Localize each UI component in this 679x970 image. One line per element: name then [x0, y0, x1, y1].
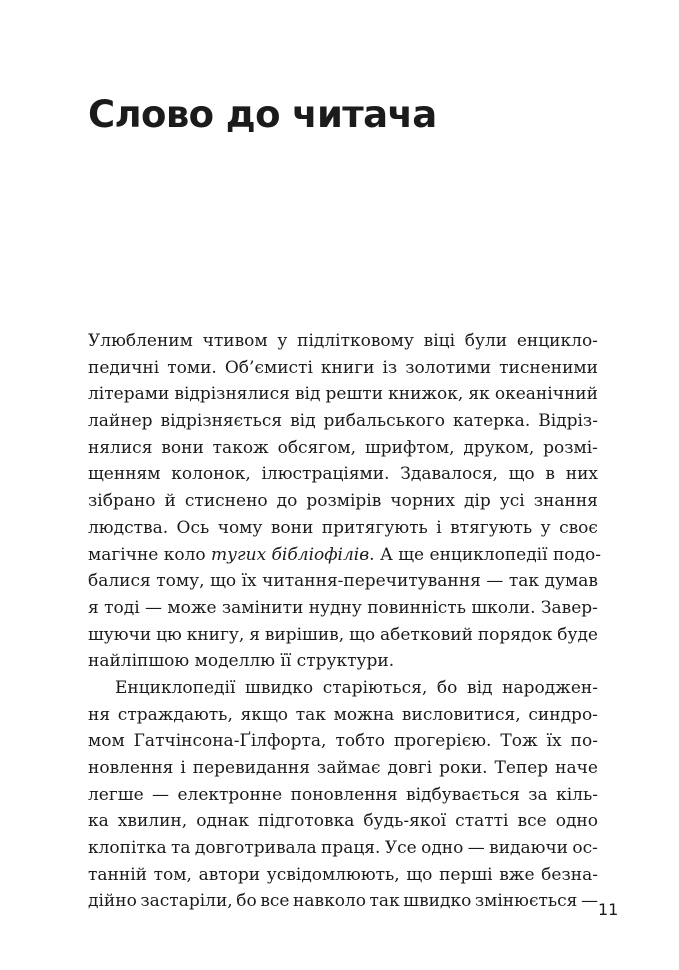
- word: повинність: [367, 597, 466, 618]
- text-line: [88, 328, 598, 355]
- word: книгу,: [186, 624, 245, 645]
- text-line: [88, 702, 598, 729]
- word: ілюстраціями.: [261, 464, 390, 485]
- word: за: [528, 784, 548, 805]
- word: дійно: [88, 891, 137, 912]
- word: лайнер: [88, 411, 153, 432]
- word: статті: [455, 811, 509, 832]
- word: школи.: [471, 597, 536, 618]
- word: чорних: [390, 491, 455, 512]
- word: були: [464, 331, 508, 351]
- word: порядок: [477, 624, 553, 645]
- word: шрифтом,: [364, 437, 455, 458]
- word: до: [276, 491, 298, 512]
- word: —: [152, 784, 170, 805]
- page-title: Слово до читача: [88, 93, 437, 136]
- word: я: [249, 624, 260, 645]
- text-line: [88, 542, 601, 569]
- word: притягують: [321, 517, 428, 538]
- word: електронне: [177, 784, 283, 805]
- word: чому: [217, 517, 263, 538]
- text-line: [88, 675, 598, 702]
- text-line: [88, 888, 598, 915]
- italic-phrase: тугих бібліофілів: [211, 544, 370, 565]
- word: я: [88, 597, 99, 618]
- word: підготовка: [258, 811, 355, 832]
- text-fragment: магічне коло: [88, 544, 212, 565]
- word: Об’ємисті: [224, 357, 313, 378]
- word: чтивом: [202, 331, 268, 351]
- word: застаріли,: [140, 891, 233, 912]
- word: Гатчінсона-Ґілфорта,: [133, 731, 327, 752]
- word: клопітка: [88, 838, 167, 859]
- body-text: [88, 328, 601, 915]
- word: також: [212, 437, 269, 458]
- word: —: [580, 891, 598, 912]
- word: нудну: [308, 597, 362, 618]
- word: Улюбленим: [88, 331, 193, 351]
- word: може: [167, 597, 217, 618]
- word: відрізнялися: [174, 384, 290, 405]
- word: буде: [557, 624, 598, 645]
- word: щенням: [88, 464, 161, 485]
- text-line: [88, 381, 598, 408]
- word: кіль-: [556, 784, 598, 805]
- word: ня: [88, 704, 111, 725]
- word: друком,: [463, 437, 535, 458]
- word: стиснено: [184, 491, 268, 512]
- word: видаючи: [489, 838, 569, 859]
- text-fragment: . А ще енциклопедії подо-: [369, 544, 601, 565]
- word: Тож: [500, 731, 538, 752]
- word: як: [468, 384, 490, 405]
- word: хвилин,: [117, 811, 188, 832]
- word: читання-перечитування: [262, 571, 481, 592]
- word: безна-: [541, 864, 598, 885]
- page-number: 11: [598, 900, 619, 919]
- word: —: [486, 571, 504, 592]
- text-line: [88, 782, 598, 809]
- word: вирішив,: [264, 624, 345, 645]
- word: їх: [546, 731, 562, 752]
- word: відбувається: [406, 784, 520, 805]
- word: Тепер: [494, 758, 549, 778]
- word: довгі: [387, 758, 433, 778]
- word: усвідомлюють,: [266, 864, 400, 885]
- text-line: [88, 435, 598, 462]
- word: роки.: [439, 758, 488, 778]
- word: навколо: [293, 891, 366, 912]
- word: страждають,: [117, 704, 233, 725]
- word: старіються,: [322, 677, 428, 698]
- word: автори: [198, 864, 261, 885]
- word: поновлення: [290, 784, 398, 805]
- word: думав: [544, 571, 598, 592]
- word: абетковий: [380, 624, 473, 645]
- text-line: найліпшою моделлю її структури.: [88, 651, 395, 672]
- word: довготривала: [194, 838, 317, 859]
- word: розмірів: [306, 491, 382, 512]
- text-line: [88, 461, 598, 488]
- word: висловитися,: [401, 704, 521, 725]
- word: в: [545, 464, 555, 485]
- word: від: [294, 384, 321, 405]
- word: них: [565, 464, 598, 485]
- word: швидко: [403, 891, 472, 912]
- word: наче: [555, 758, 598, 778]
- text-line: [88, 755, 598, 782]
- word: й: [164, 491, 176, 512]
- word: вже: [499, 864, 535, 885]
- word: що: [349, 624, 376, 645]
- word: бо: [436, 677, 458, 698]
- word: літерами: [88, 384, 170, 405]
- word: легше: [88, 784, 144, 805]
- word: у: [540, 517, 551, 538]
- word: балися: [88, 571, 151, 592]
- word: Завер-: [540, 597, 598, 618]
- word: тобто: [335, 731, 385, 752]
- word: Здавалося,: [400, 464, 498, 485]
- word: океанічний: [494, 384, 598, 405]
- word: тому,: [156, 571, 205, 592]
- text-line: [88, 595, 598, 622]
- word: томи.: [167, 357, 217, 378]
- word: все: [260, 891, 290, 912]
- word: тисненими: [499, 357, 598, 378]
- word: якщо: [240, 704, 288, 725]
- word: Енциклопедії: [115, 677, 236, 698]
- word: цю: [156, 624, 182, 645]
- word: решти: [325, 384, 384, 405]
- word: ос-: [572, 838, 598, 859]
- word: тоді: [104, 597, 140, 618]
- word: що: [508, 464, 535, 485]
- word: від: [467, 677, 493, 698]
- word: їх: [241, 571, 257, 592]
- word: танній: [88, 864, 147, 885]
- word: —: [145, 597, 162, 618]
- word: новлення: [88, 758, 174, 778]
- text-line: [88, 862, 598, 889]
- word: колонок,: [171, 464, 251, 485]
- word: дір: [463, 491, 491, 512]
- word: мом: [88, 731, 125, 752]
- word: праця.: [321, 838, 381, 859]
- word: Відріз-: [538, 411, 598, 432]
- word: займає: [316, 758, 381, 778]
- word: —: [467, 838, 485, 859]
- word: так: [369, 891, 400, 912]
- text-line: [88, 355, 598, 382]
- word: відрізняється: [160, 411, 283, 432]
- word: шуючи: [88, 624, 152, 645]
- word: прогерією.: [393, 731, 492, 752]
- word: знання: [533, 491, 598, 512]
- word: перевидання: [192, 758, 310, 778]
- word: віці: [423, 331, 456, 351]
- word: одно: [555, 811, 598, 832]
- word: так: [295, 704, 326, 725]
- word: будь-якої: [363, 811, 447, 832]
- text-line: [88, 515, 598, 542]
- word: від: [290, 411, 316, 432]
- word: книжок,: [388, 384, 464, 405]
- word: змінюється: [474, 891, 578, 912]
- word: народжен-: [502, 677, 598, 698]
- word: все: [517, 811, 547, 832]
- word: розмі-: [543, 437, 598, 458]
- word: у: [277, 331, 288, 351]
- word: вони: [161, 437, 204, 458]
- word: рибальського: [323, 411, 445, 432]
- text-line: [88, 808, 598, 835]
- text-line: [88, 622, 598, 649]
- word: що: [406, 864, 433, 885]
- word: книги: [320, 357, 375, 378]
- word: що: [210, 571, 237, 592]
- text-line: [88, 408, 598, 435]
- word: енцикло-: [516, 331, 598, 351]
- word: усі: [499, 491, 525, 512]
- word: однак: [196, 811, 249, 832]
- word: швидко: [245, 677, 314, 698]
- word: Ось: [176, 517, 210, 538]
- word: катерка.: [452, 411, 531, 432]
- word: по-: [570, 731, 598, 752]
- word: золотими: [405, 357, 492, 378]
- word: своє: [559, 517, 598, 538]
- text-line: [88, 568, 598, 595]
- text-line: [88, 835, 598, 862]
- word: обсягом,: [277, 437, 357, 458]
- word: можна: [333, 704, 395, 725]
- word: втягують: [450, 517, 533, 538]
- word: людства.: [88, 517, 169, 538]
- text-line: [88, 728, 598, 755]
- word: педичні: [88, 357, 160, 378]
- word: бо: [236, 891, 257, 912]
- word: Усе: [384, 838, 417, 859]
- word: і: [180, 758, 186, 778]
- word: зібрано: [88, 491, 156, 512]
- word: перші: [439, 864, 493, 885]
- word: ка: [88, 811, 109, 832]
- word: одно: [421, 838, 464, 859]
- word: нялися: [88, 437, 153, 458]
- word: і: [436, 517, 442, 538]
- word: вони: [270, 517, 314, 538]
- word: та: [170, 838, 191, 859]
- word: том,: [153, 864, 192, 885]
- word: замінити: [221, 597, 304, 618]
- word: підлітковому: [297, 331, 414, 351]
- text-line: [88, 488, 598, 515]
- word: так: [508, 571, 540, 592]
- word: із: [382, 357, 398, 378]
- word: синдро-: [528, 704, 598, 725]
